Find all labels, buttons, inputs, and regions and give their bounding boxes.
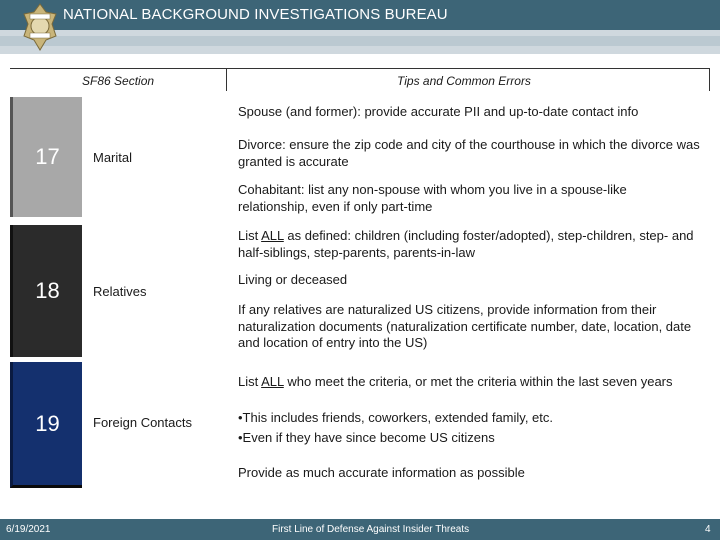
tip-list-all-relatives	[238, 228, 700, 261]
footer-tagline: First Line of Defense Against Insider Threats	[272, 524, 470, 535]
section-number-19: 19	[10, 362, 82, 488]
tip-text: List	[238, 374, 262, 389]
tip-text: as defined: children (including foster/adopted), step-children, step- and half-siblings, step-parents, parents-in-law	[238, 228, 694, 260]
footer-bar	[0, 519, 720, 540]
footer-page-number: 4	[705, 524, 711, 535]
tip-living-deceased: Living or deceased	[238, 272, 348, 287]
tip-text: who meet the criteria, or met the criteria within the last seven years	[283, 374, 673, 389]
tip-spouse: Spouse (and former): provide accurate PII and up-to-date contact info	[238, 104, 639, 119]
column-divider	[226, 69, 227, 91]
badge-logo	[20, 2, 60, 52]
tip-list-all-contacts	[238, 374, 700, 391]
tip-emphasis: ALL	[261, 374, 284, 389]
section-number-18: 18	[10, 225, 82, 357]
tip-emphasis: ALL	[261, 228, 284, 243]
section-number-17: 17	[10, 97, 82, 217]
tip-accurate-info: Provide as much accurate information as possible	[238, 465, 525, 480]
tip-cohabitant: Cohabitant: list any non-spouse with whom you live in a spouse-like relationship, even if only part-time	[238, 182, 627, 214]
header-bar	[0, 0, 720, 30]
tip-naturalized: If any relatives are naturalized US citizens, provide information from their naturalization documents (naturalization certificate number, date, location, date and location of entry into the US)	[238, 302, 692, 350]
header-strip-accent	[0, 36, 720, 46]
tip-divorce: Divorce: ensure the zip code and city of the courthouse in which the divorce was granted is accurate	[238, 137, 700, 169]
column-header-section: SF86 Section	[82, 74, 155, 88]
section-label-foreign-contacts: Foreign Contacts	[93, 415, 192, 430]
column-header-tips: Tips and Common Errors	[397, 74, 531, 88]
header-title: NATIONAL BACKGROUND INVESTIGATIONS BUREAU	[63, 6, 448, 23]
section-label-relatives: Relatives	[93, 284, 147, 299]
column-header-divider	[10, 68, 710, 69]
tip-text: List	[238, 228, 262, 243]
footer-date: 6/19/2021	[6, 524, 51, 535]
tip-us-citizens: •Even if they have since become US citizens	[238, 430, 495, 445]
column-border-right	[709, 69, 710, 91]
section-label-marital: Marital	[93, 150, 133, 165]
tip-includes-friends: •This includes friends, coworkers, extended family, etc.	[238, 410, 553, 425]
